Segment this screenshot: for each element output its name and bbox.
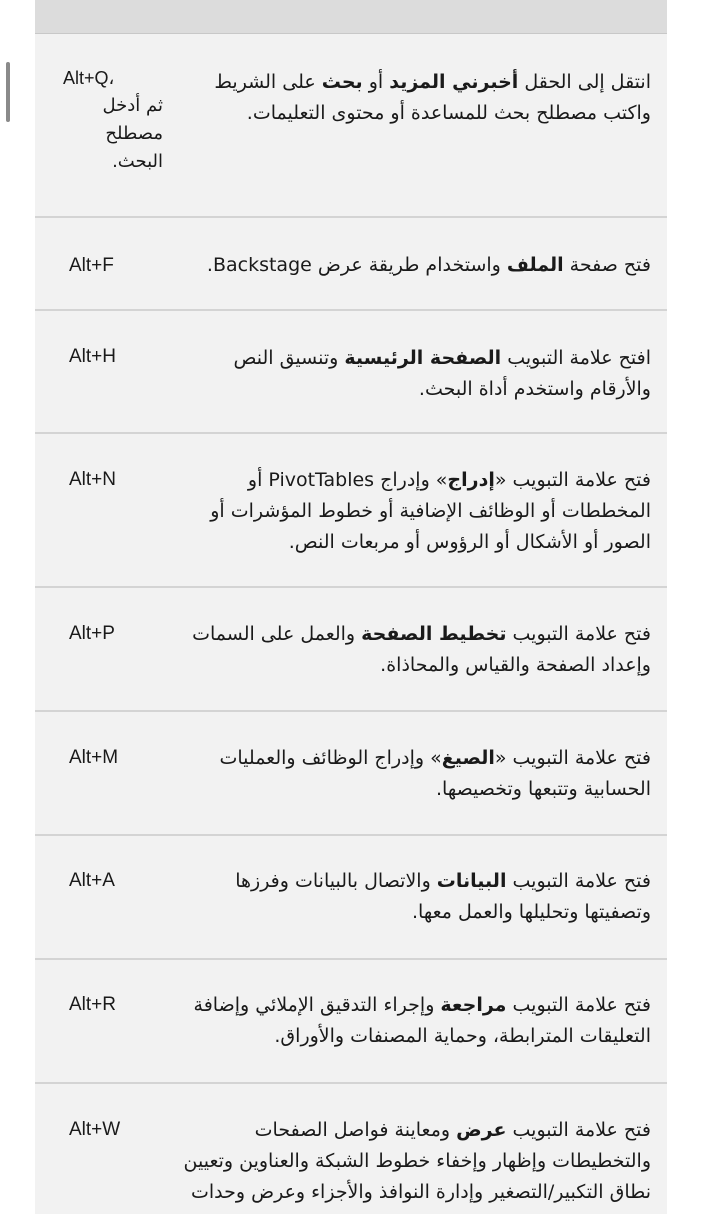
shortcut-keys: Alt+F xyxy=(69,255,114,276)
bold-term: البيانات xyxy=(436,870,507,892)
shortcut-keys: Alt+N xyxy=(69,469,116,490)
table-row xyxy=(35,311,667,434)
table-header xyxy=(35,0,667,34)
bold-term: الصفحة الرئيسية xyxy=(344,347,502,369)
bold-term: بحث xyxy=(321,71,363,93)
table-row xyxy=(35,218,667,311)
bold-term: إدراج xyxy=(447,469,495,491)
scroll-indicator[interactable] xyxy=(6,62,10,122)
bold-term: عرض xyxy=(456,1119,507,1141)
table-row xyxy=(35,836,667,960)
shortcut-description: فتح علامة التبويب مراجعة وإجراء التدقيق الإملائي وإضافة التعليقات المترابطة، وحماية المصنفات والأوراق. xyxy=(193,994,651,1047)
bold-term: مراجعة xyxy=(440,994,507,1016)
shortcut-description: افتح علامة التبويب الصفحة الرئيسية وتنسيق النص والأرقام واستخدم أداة البحث. xyxy=(233,347,651,400)
bold-term: أخبرني المزيد xyxy=(389,71,519,93)
table-row xyxy=(35,34,667,218)
shortcut-key-line: البحث. xyxy=(112,151,163,172)
shortcut-keys: Alt+W xyxy=(69,1119,121,1140)
table-row xyxy=(35,712,667,836)
shortcut-keys: Alt+M xyxy=(69,747,119,768)
shortcut-key-line: مصطلح xyxy=(105,123,163,144)
shortcut-key-line: ثم أدخل xyxy=(102,95,163,116)
shortcut-description: فتح صفحة الملف واستخدام طريقة عرض Backstage. xyxy=(206,254,651,276)
shortcut-keys: Alt+H xyxy=(69,346,116,367)
shortcuts-table xyxy=(35,0,667,1214)
shortcut-keys xyxy=(63,64,163,176)
table-row xyxy=(35,960,667,1084)
shortcut-description: فتح علامة التبويب تخطيط الصفحة والعمل على السمات وإعداد الصفحة والقياس والمحاذاة. xyxy=(192,623,651,676)
bold-term: الملف xyxy=(506,254,564,276)
shortcut-description: فتح علامة التبويب «إدراج» وإدراج PivotTables أو المخططات أو الوظائف الإضافية أو خطوط المؤشرات أو الصور أو الأشكال أو الرؤوس أو مربعات النص. xyxy=(210,469,651,553)
shortcut-description: انتقل إلى الحقل أخبرني المزيد أو بحث على الشريط واكتب مصطلح بحث للمساعدة أو محتوى التعليمات. xyxy=(214,71,651,124)
shortcut-description: فتح علامة التبويب «الصيغ» وإدراج الوظائف والعمليات الحسابية وتتبعها وتخصيصها. xyxy=(219,747,651,800)
shortcut-keys: Alt+A xyxy=(69,870,115,891)
shortcut-description: فتح علامة التبويب عرض ومعاينة فواصل الصفحات والتخطيطات وإظهار وإخفاء خطوط الشبكة والعناوين وتعيين نطاق التكبير/التصغير وإدارة النوافذ والأجزاء وعرض وحدات xyxy=(183,1119,651,1203)
shortcut-key-line: Alt+Q، xyxy=(63,68,115,88)
table-row xyxy=(35,434,667,588)
shortcut-description: فتح علامة التبويب البيانات والاتصال بالبيانات وفرزها وتصفيتها وتحليلها والعمل معها. xyxy=(235,870,651,923)
bold-term: تخطيط الصفحة xyxy=(361,623,507,645)
shortcut-keys: Alt+R xyxy=(69,994,116,1015)
table-row xyxy=(35,588,667,712)
table-row xyxy=(35,1084,667,1214)
shortcut-keys: Alt+P xyxy=(69,623,115,644)
bold-term: الصيغ xyxy=(441,747,495,769)
